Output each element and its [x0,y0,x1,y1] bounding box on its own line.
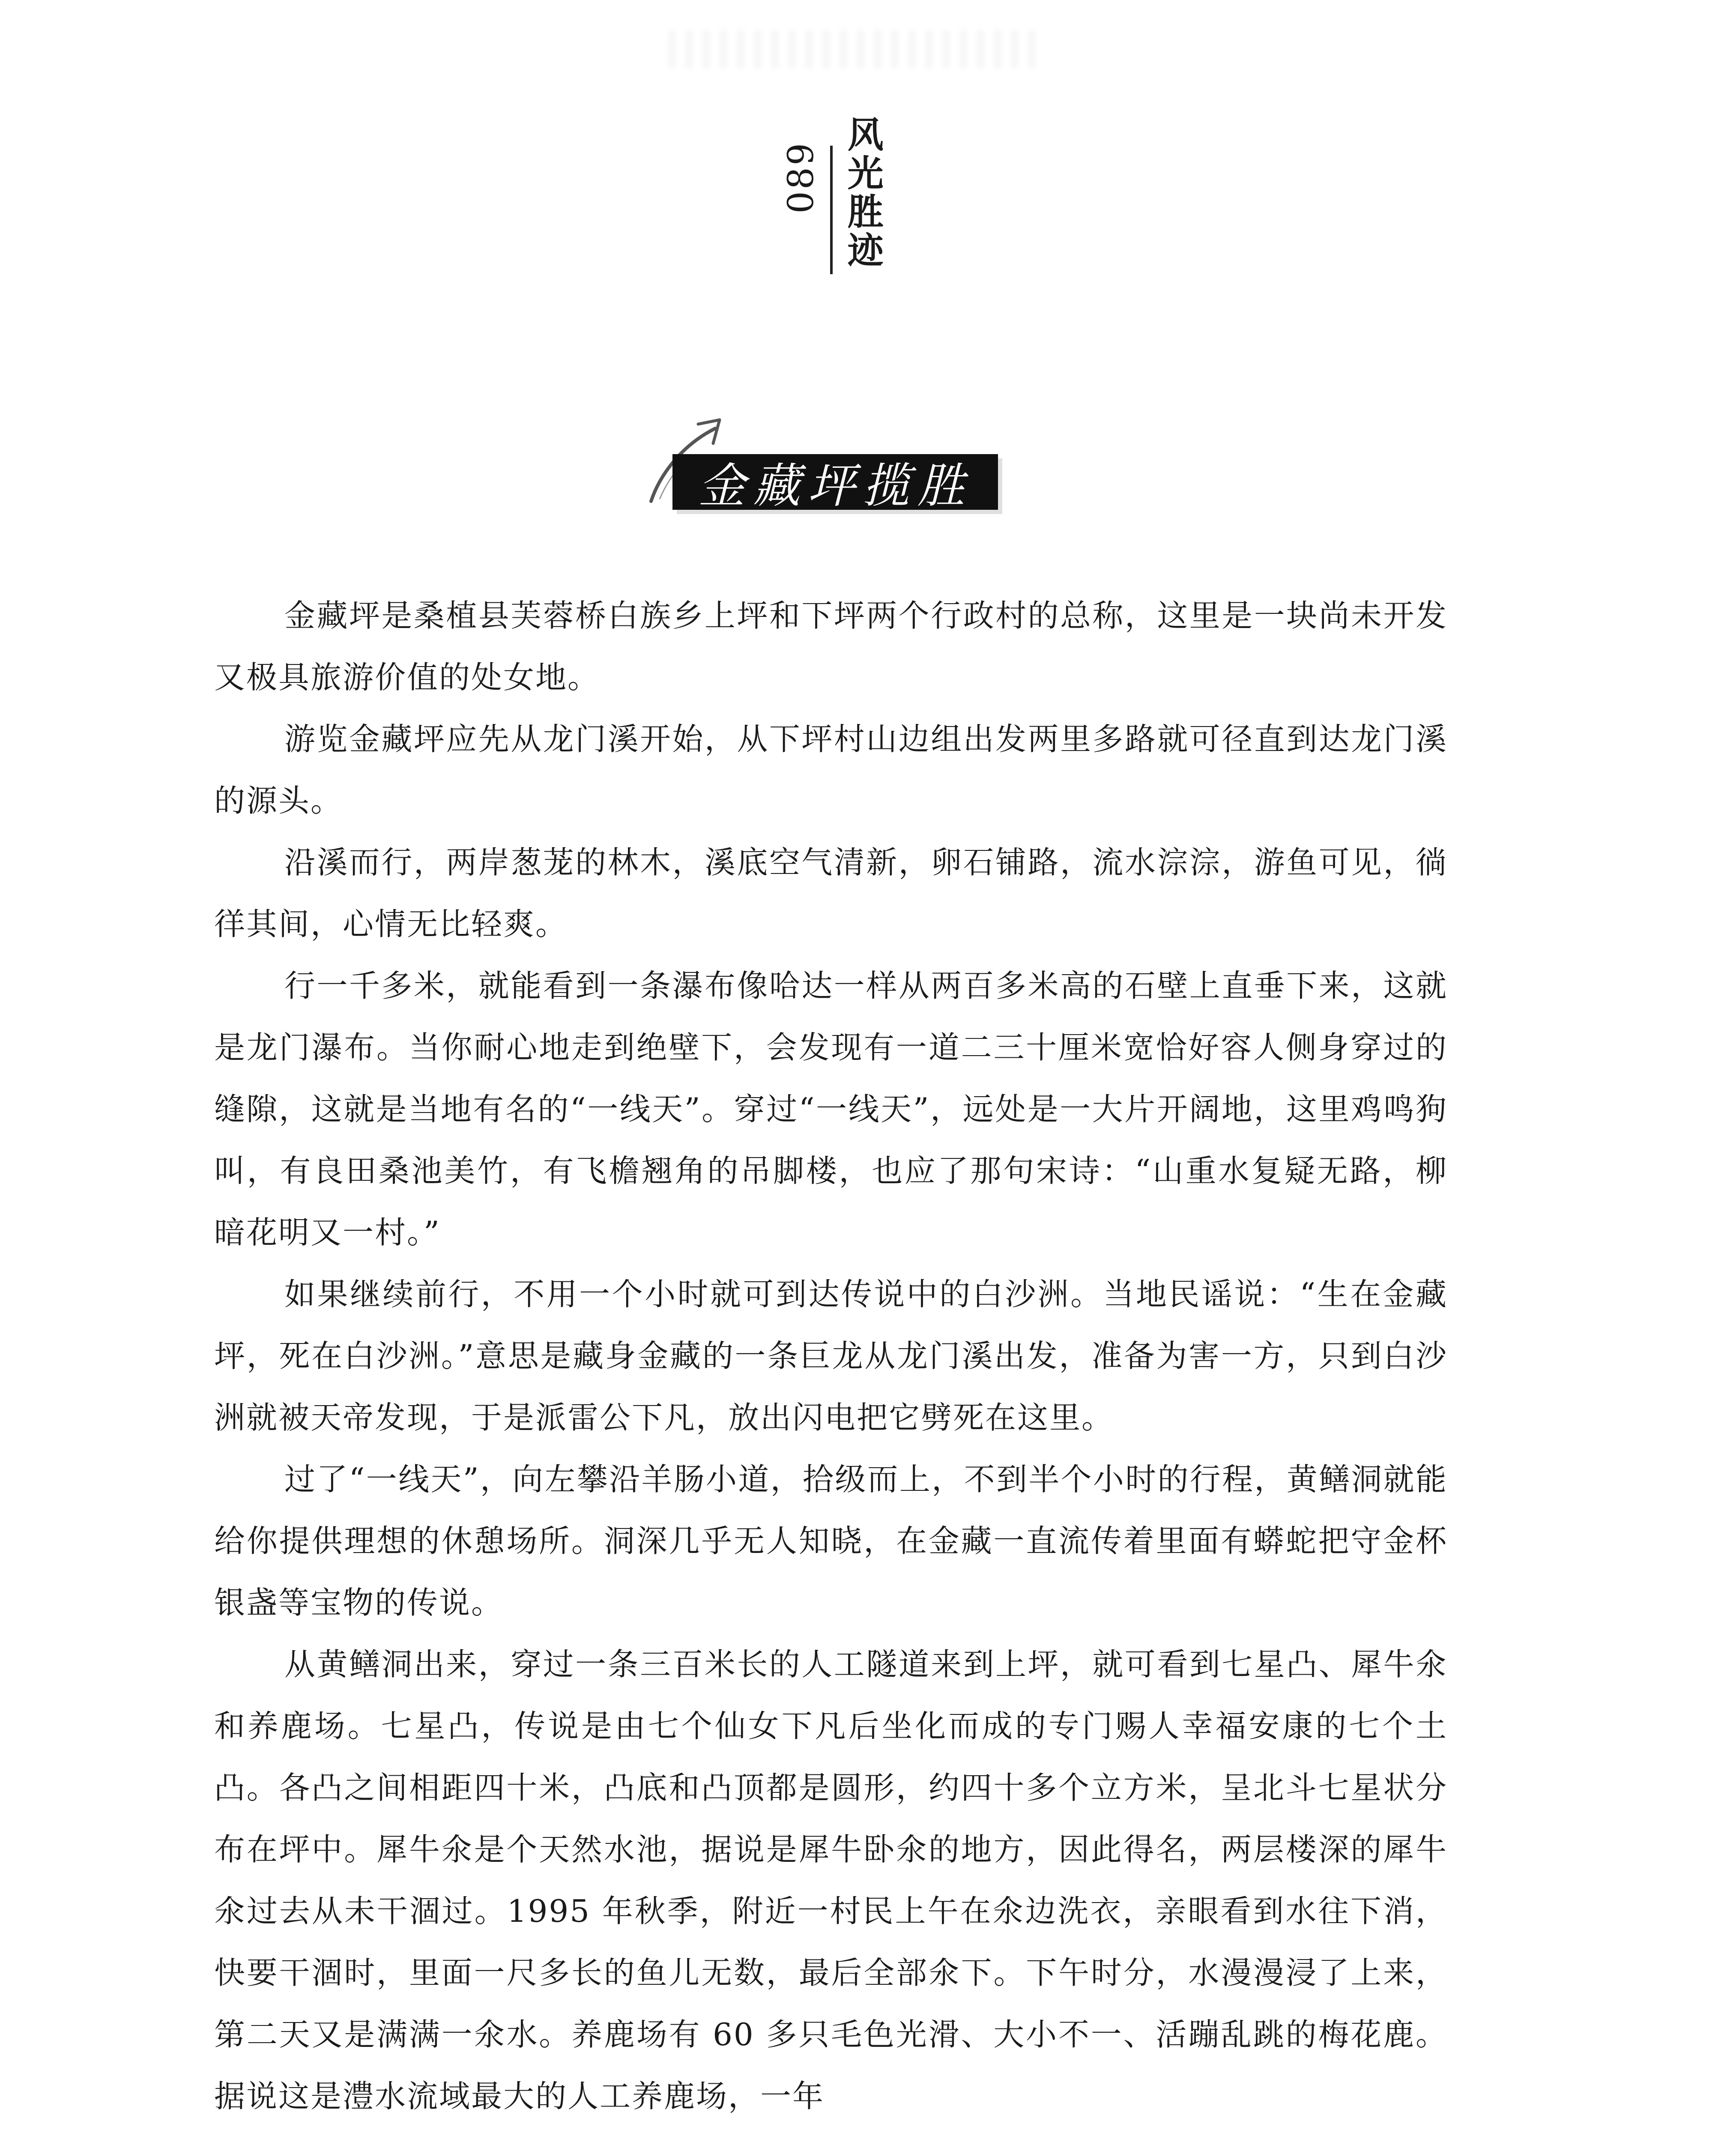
running-head [781,116,995,274]
scan-smudge [668,30,1045,69]
paragraph: 从黄鳝洞出来，穿过一条三百米长的人工隧道来到上坪，就可看到七星凸、犀牛氽和养鹿场。七星凸，传说是由七个仙女下凡后坐化而成的专门赐人幸福安康的七个土凸。各凸之间相距四十米，凸底和凸顶都是圆形，约四十多个立方米，呈北斗七星状分布在坪中。犀牛氽是个天然水池，据说是犀牛卧氽的地方，因此得名，两层楼深的犀牛氽过去从未干涸过。1995 年秋季，附近一村民上午在氽边洗衣，亲眼看到水往下消，快要干涸时，里面一尺多长的鱼儿无数，最后全部氽下。下午时分，水漫漫浸了上来，第二天又是满满一氽水。养鹿场有 60 多只毛色光滑、大小不一、活蹦乱跳的梅花鹿。据说这是澧水流域最大的人工养鹿场，一年 [214,1646,1448,2114]
page-number: 089 [781,141,822,214]
paragraph: 行一千多米，就能看到一条瀑布像哈达一样从两百多米高的石壁上直垂下来，这就是龙门瀑布。当你耐心地走到绝壁下，会发现有一道二三十厘米宽恰好容人侧身穿过的缝隙，这就是当地有名的“一线天”。穿过“一线天”，远处是一大片开阔地，这里鸡鸣狗叫，有良田桑池美竹，有飞檐翘角的吊脚楼，也应了那句宋诗：“山重水复疑无路，柳暗花明又一村。” [214,968,1448,1250]
section-name: 风光胜迹 [842,116,884,270]
paragraph: 过了“一线天”，向左攀沿羊肠小道，拾级而上，不到半个小时的行程，黄鳝洞就能给你提供理想的休憩场所。洞深几乎无人知晓，在金藏一直流传着里面有蟒蛇把守金杯银盏等宝物的传说。 [214,1461,1448,1621]
title-block [634,411,1002,523]
paragraph: 沿溪而行，两岸葱茏的林木，溪底空气清新，卵石铺路，流水淙淙，游鱼可见，徜徉其间，心情无比轻爽。 [214,844,1448,942]
paragraph: 游览金藏坪应先从龙门溪开始，从下坪村山边组出发两里多路就可径直到达龙门溪的源头。 [214,721,1448,819]
article-title: 金藏坪揽胜 [672,454,998,510]
paragraph: 金藏坪是桑植县芙蓉桥白族乡上坪和下坪两个行政村的总称，这里是一块尚未开发又极具旅游价值的处女地。 [214,598,1448,695]
paragraph: 如果继续前行，不用一个小时就可到达传说中的白沙洲。当地民谣说：“生在金藏坪，死在白沙洲。”意思是藏身金藏的一条巨龙从龙门溪出发，准备为害一方，只到白沙洲就被天帝发现，于是派雷公下凡，放出闪电把它劈死在这里。 [214,1276,1448,1436]
running-head-rule [830,146,833,274]
article-body [214,585,1448,2127]
